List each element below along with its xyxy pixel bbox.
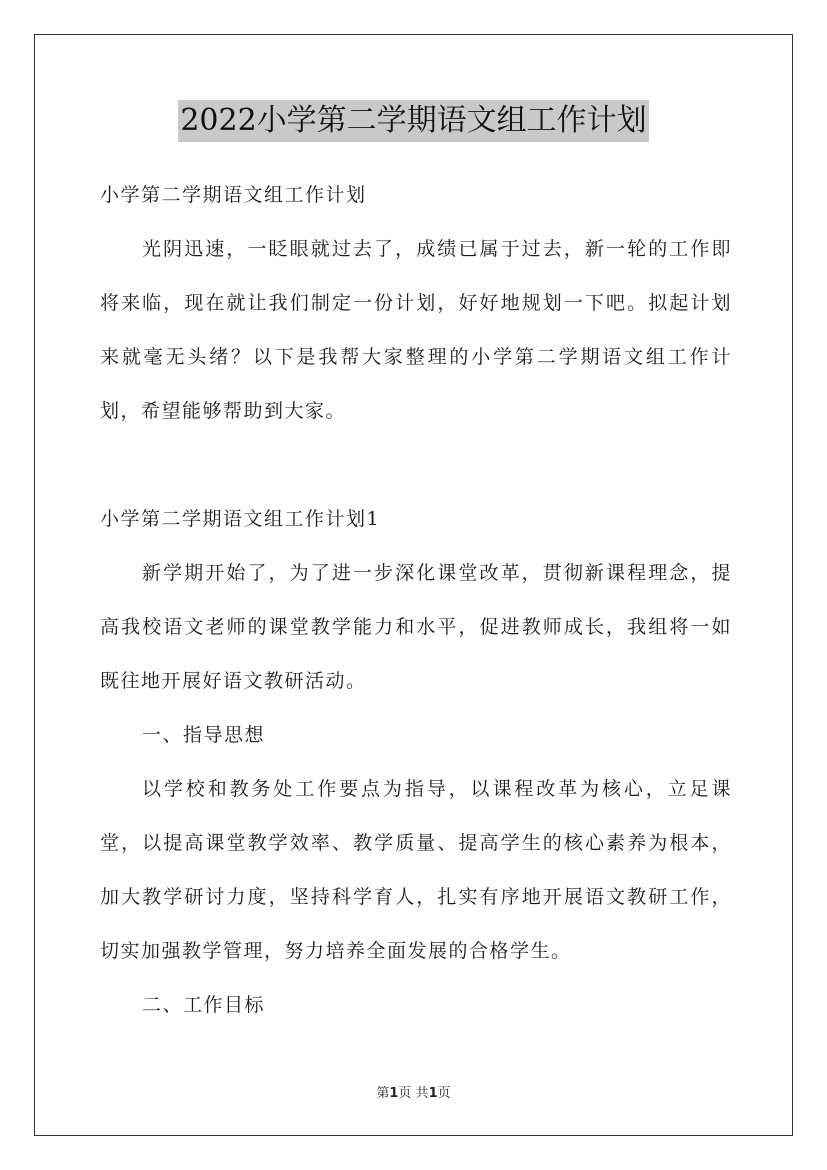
- footer-page-total: 1: [428, 1086, 438, 1101]
- footer-page-current: 1: [389, 1086, 399, 1101]
- footer-page-prefix: 第: [376, 1086, 390, 1101]
- page-footer: [0, 1082, 827, 1101]
- footer-page-suffix: 页: [437, 1086, 451, 1101]
- paragraph-intro: 光阴迅速，一眨眼就过去了，成绩已属于过去，新一轮的工作即将来临，现在就让我们制定一份计划，好好地规划一下吧。拟起计划来就毫无头绪？以下是我帮大家整理的小学第二学期语文组工作计划，希望能够帮助到大家。: [100, 238, 732, 422]
- document-title: 2022小学第二学期语文组工作计划: [178, 100, 648, 142]
- paragraph-gap: [100, 438, 732, 492]
- footer-page-mid: 页 共: [398, 1086, 429, 1101]
- paragraph-body: 新学期开始了，为了进一步深化课堂改革，贯彻新课程理念，提高我校语文老师的课堂教学能力和水平，促进教师成长，我组将一如既往地开展好语文教研活动。: [100, 562, 732, 692]
- title-container: [0, 100, 827, 142]
- paragraph-heading-guiding: 一、指导思想: [142, 724, 266, 746]
- document-body: [100, 168, 732, 1032]
- paragraph-section-heading: 小学第二学期语文组工作计划1: [100, 508, 381, 530]
- paragraph-body-guiding: 以学校和教务处工作要点为指导，以课程改革为核心，立足课堂，以提高课堂教学效率、教学质量、提高学生的核心素养为根本，加大教学研讨力度，坚持科学育人，扎实有序地开展语文教研工作，切实加强教学管理，努力培养全面发展的合格学生。: [100, 778, 732, 962]
- paragraph-heading-goals: 二、工作目标: [142, 994, 266, 1016]
- paragraph-subtitle: 小学第二学期语文组工作计划: [100, 184, 367, 206]
